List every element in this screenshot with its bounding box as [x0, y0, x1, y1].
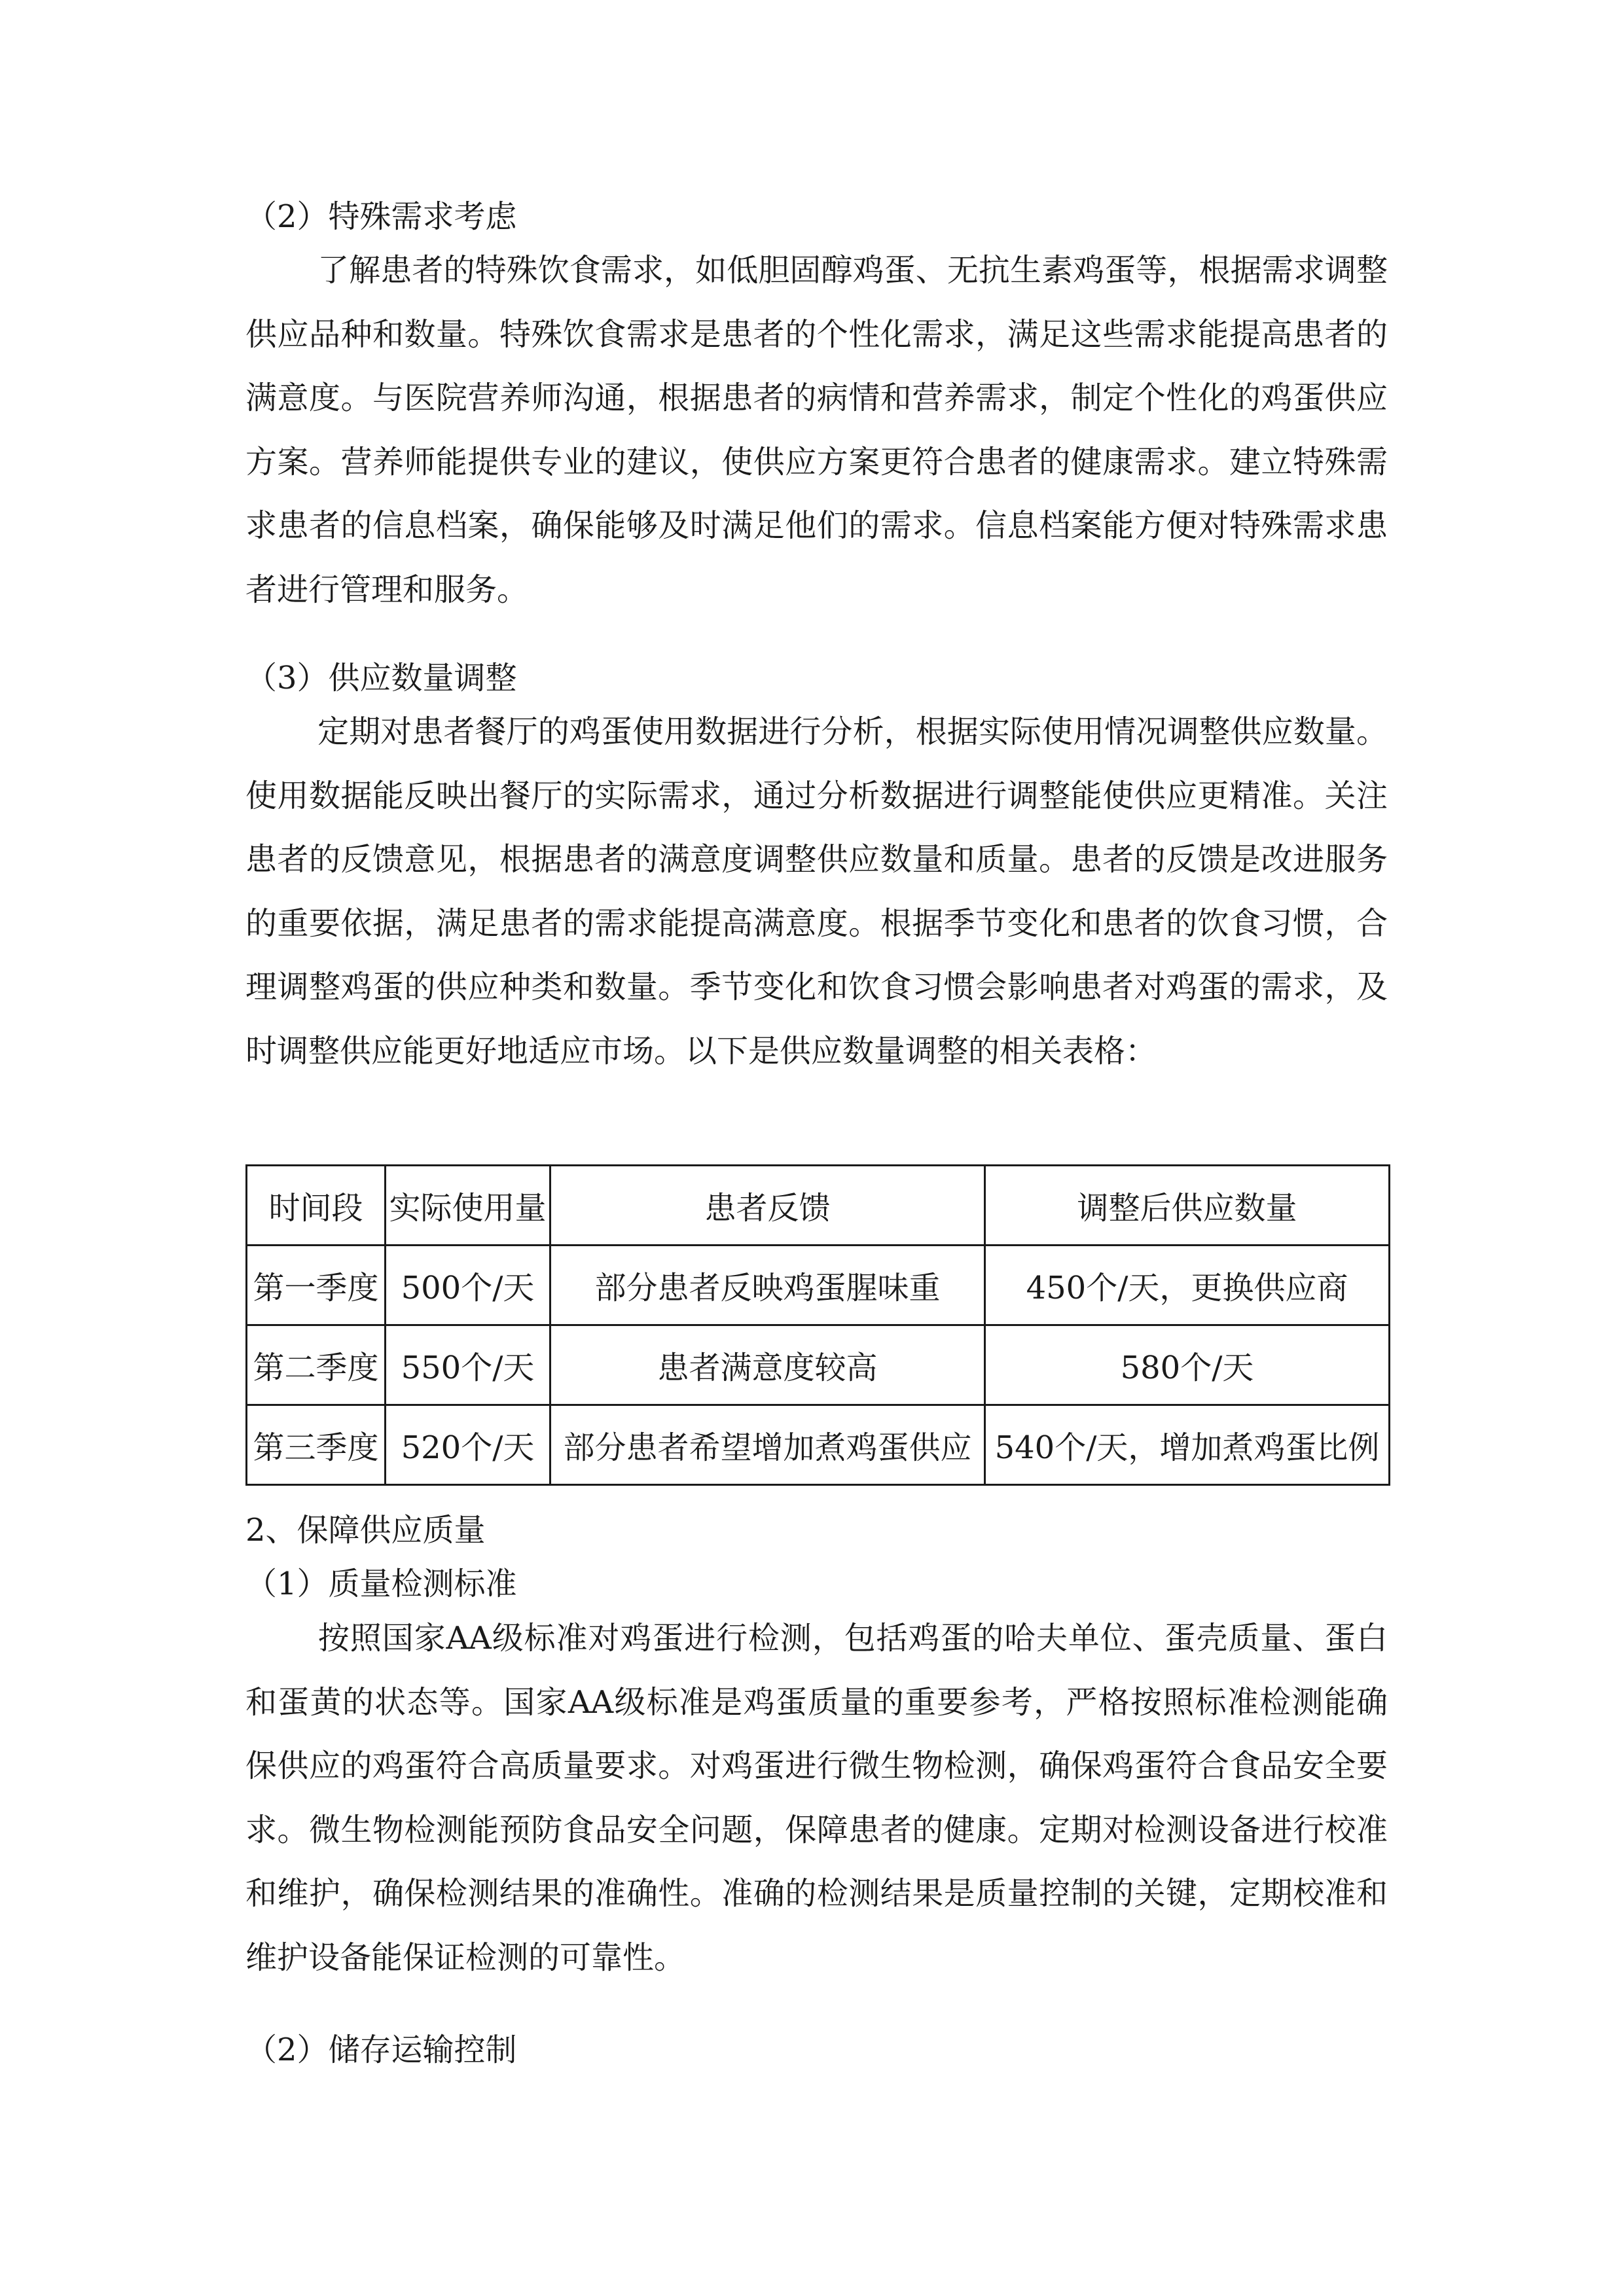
- table-cell: 第三季度: [247, 1405, 386, 1485]
- supply-adjustment-table: [245, 1164, 1390, 1486]
- table-header-row: [247, 1166, 1390, 1246]
- table-row: [247, 1246, 1390, 1325]
- table-cell: 患者满意度较高: [550, 1325, 985, 1405]
- paragraph-inspection: [245, 1607, 1388, 1990]
- table-cell: 450个/天，更换供应商: [985, 1246, 1390, 1325]
- table-cell: 500个/天: [386, 1246, 550, 1325]
- table-cell: 550个/天: [386, 1325, 550, 1405]
- paragraph-special-needs-text: 了解患者的特殊饮食需求，如低胆固醇鸡蛋、无抗生素鸡蛋等，根据需求调整供应品种和数量。特殊饮食需求是患者的个性化需求，满足这些需求能提高患者的满意度。与医院营养师沟通，根据患者的病情和营养需求，制定个性化的鸡蛋供应方案。营养师能提供专业的建议，使供应方案更符合患者的健康需求。建立特殊需求患者的信息档案，确保能够及时满足他们的需求。信息档案能方便对特殊需求患者进行管理和服务。: [245, 252, 1388, 608]
- table-cell: 第二季度: [247, 1325, 386, 1405]
- table-cell: 580个/天: [985, 1325, 1390, 1405]
- table-cell: 部分患者希望增加煮鸡蛋供应: [550, 1405, 985, 1485]
- table-header-cell: 患者反馈: [550, 1166, 985, 1246]
- heading-storage: （2）储存运输控制: [245, 2032, 517, 2068]
- table-row: [247, 1405, 1390, 1485]
- table-cell: 540个/天，增加煮鸡蛋比例: [985, 1405, 1390, 1485]
- heading-quality: 2、保障供应质量: [245, 1512, 486, 1549]
- heading-special-needs: （2）特殊需求考虑: [245, 198, 517, 235]
- table-cell: 520个/天: [386, 1405, 550, 1485]
- paragraph-quantity-adjust-text: 定期对患者餐厅的鸡蛋使用数据进行分析，根据实际使用情况调整供应数量。使用数据能反映出餐厅的实际需求，通过分析数据进行调整能使供应更精准。关注患者的反馈意见，根据患者的满意度调整供应数量和质量。患者的反馈是改进服务的重要依据，满足患者的需求能提高满意度。根据季节变化和患者的饮食习惯，合理调整鸡蛋的供应种类和数量。季节变化和饮食习惯会影响患者对鸡蛋的需求，及时调整供应能更好地适应市场。以下是供应数量调整的相关表格：: [245, 713, 1388, 1069]
- paragraph-inspection-text: 按照国家AA级标准对鸡蛋进行检测，包括鸡蛋的哈夫单位、蛋壳质量、蛋白和蛋黄的状态等。国家AA级标准是鸡蛋质量的重要参考，严格按照标准检测能确保供应的鸡蛋符合高质量要求。对鸡蛋进行微生物检测，确保鸡蛋符合食品安全要求。微生物检测能预防食品安全问题，保障患者的健康。定期对检测设备进行校准和维护，确保检测结果的准确性。准确的检测结果是质量控制的关键，定期校准和维护设备能保证检测的可靠性。: [245, 1620, 1388, 1976]
- table-cell: 第一季度: [247, 1246, 386, 1325]
- paragraph-special-needs: [245, 239, 1388, 622]
- heading-inspection: （1）质量检测标准: [245, 1566, 517, 1602]
- table-header-cell: 实际使用量: [386, 1166, 550, 1246]
- table-row: [247, 1325, 1390, 1405]
- table-header-cell: 调整后供应数量: [985, 1166, 1390, 1246]
- heading-quantity-adjust: （3）供应数量调整: [245, 660, 517, 696]
- paragraph-quantity-adjust: [245, 700, 1388, 1083]
- table-header-cell: 时间段: [247, 1166, 386, 1246]
- table-cell: 部分患者反映鸡蛋腥味重: [550, 1246, 985, 1325]
